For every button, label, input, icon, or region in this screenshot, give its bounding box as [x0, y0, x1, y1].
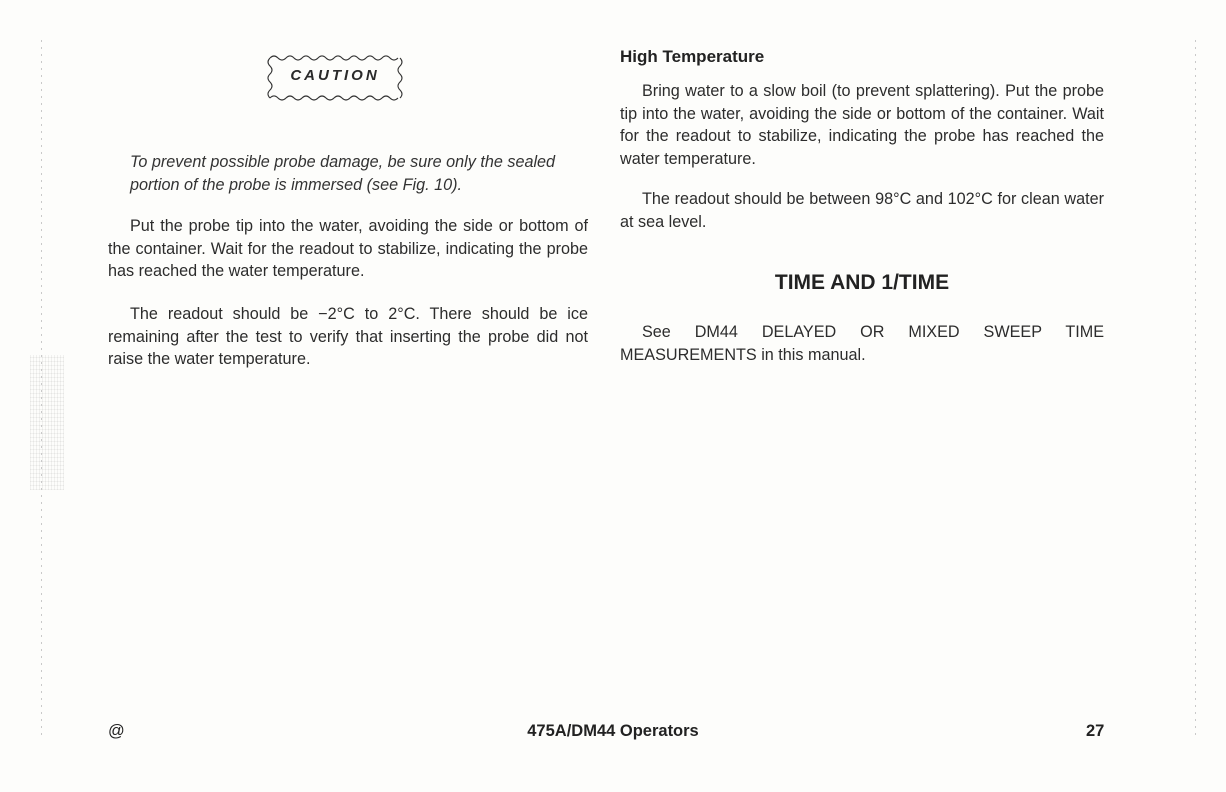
- page-number: 27: [1086, 722, 1105, 740]
- page-edge-left: [41, 40, 42, 740]
- time-section-title: TIME AND 1/TIME: [774, 271, 950, 294]
- caution-box: [264, 52, 406, 102]
- footer-manual-title: 475A/DM44 Operators: [527, 722, 699, 740]
- caution-note: To prevent possible probe damage, be sure only the sealed portion of the probe is immersed (see Fig. 10).: [130, 153, 556, 194]
- readout-range-paragraph: The readout should be −2°C to 2°C. There should be ice remaining after the test to verify that inserting the probe did not raise the water temperature.: [108, 305, 588, 368]
- probe-tip-paragraph: Put the probe tip into the water, avoiding the side or bottom of the container. Wait for the readout to stabilize, indicating the probe has reached the water temperature.: [108, 217, 588, 280]
- high-temperature-heading: High Temperature: [620, 47, 765, 66]
- scan-artifact: [30, 355, 64, 490]
- boil-readout-paragraph: The readout should be between 98°C and 102°C for clean water at sea level.: [620, 190, 1104, 231]
- boil-water-paragraph: Bring water to a slow boil (to prevent splattering). Put the probe tip into the water, avoiding the side or bottom of the container. Wait for the readout to stabilize, indicating the probe has reached the water temperature.: [620, 82, 1104, 168]
- caution-label: CAUTION: [290, 67, 380, 84]
- footer-symbol: @: [108, 722, 125, 740]
- page-edge-right: [1195, 40, 1196, 740]
- time-reference-paragraph: See DM44 DELAYED OR MIXED SWEEP TIME MEASUREMENTS in this manual.: [620, 323, 1104, 364]
